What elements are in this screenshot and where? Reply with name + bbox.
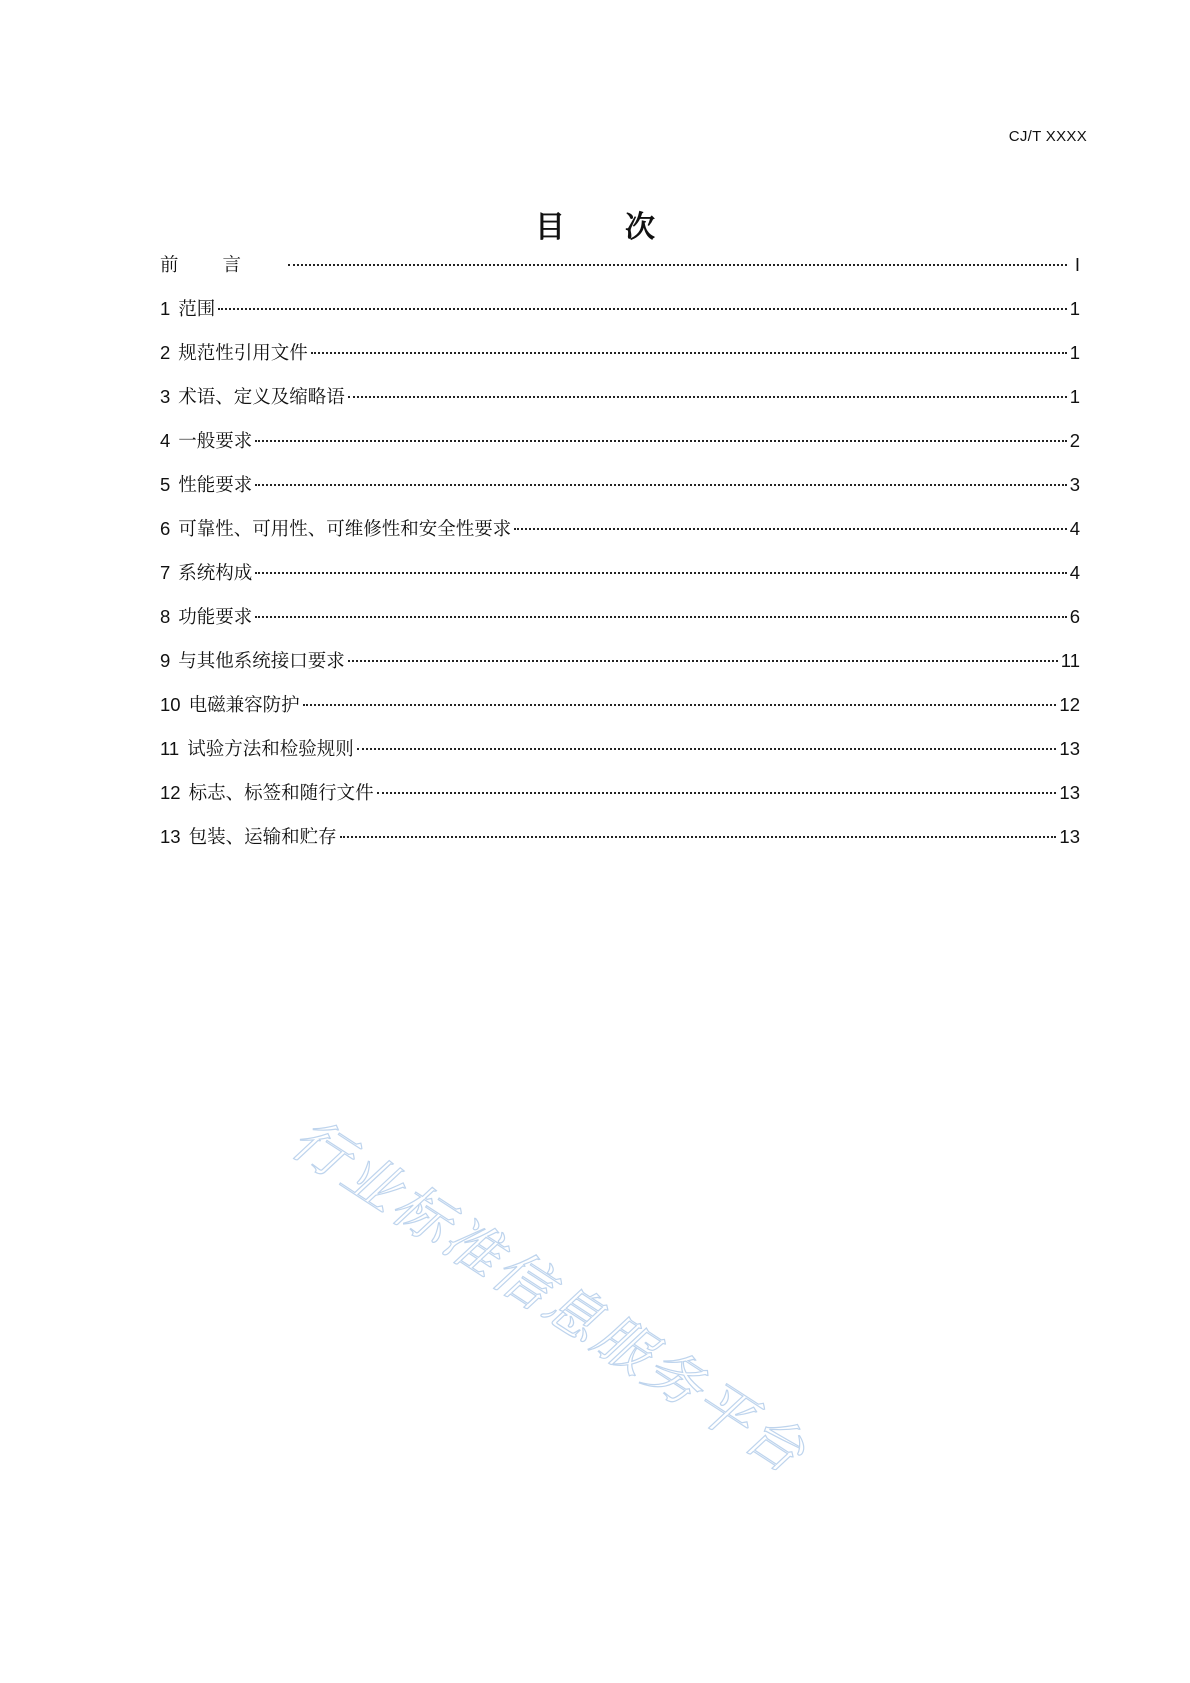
toc-entry-number: 12 (160, 782, 181, 803)
toc-entry-page: 2 (1069, 430, 1080, 451)
toc-dot-leader (340, 836, 1057, 838)
toc-entry-page: 3 (1069, 474, 1080, 495)
toc-entry-label: 包装、运输和贮存 (188, 827, 337, 848)
toc-dot-leader (288, 264, 1067, 266)
toc-entry-page: 13 (1059, 738, 1080, 759)
toc-entry-5[interactable] (160, 473, 1080, 517)
toc-title: 目次 (535, 210, 715, 245)
toc-entry-label: 术语、定义及缩略语 (178, 387, 345, 408)
toc-dot-leader (357, 748, 1057, 750)
toc-entry-number: 5 (160, 474, 171, 495)
toc-entry-foreword[interactable] (160, 253, 1080, 297)
toc-entry-6[interactable] (160, 517, 1080, 561)
toc-entry-page: 1 (1069, 298, 1080, 319)
toc-entry-label: 功能要求 (178, 607, 253, 628)
toc-entry-number: 1 (160, 298, 171, 319)
toc-entry-label: 试验方法和检验规则 (187, 739, 354, 760)
toc-entry-12[interactable] (160, 781, 1080, 825)
toc-entry-number: 8 (160, 606, 171, 627)
toc-entry-label: 标志、标签和随行文件 (188, 783, 374, 804)
toc-entry-page: 4 (1069, 518, 1080, 539)
toc-dot-leader (303, 704, 1057, 706)
toc-dot-leader (348, 396, 1067, 398)
toc-entry-label: 性能要求 (178, 475, 253, 496)
toc-entry-4[interactable] (160, 429, 1080, 473)
toc-entry-page: 6 (1069, 606, 1080, 627)
toc-dot-leader (311, 352, 1067, 354)
toc-entry-page: I (1074, 254, 1080, 275)
toc-entry-label: 范围 (178, 299, 216, 320)
toc-entry-number: 10 (160, 694, 181, 715)
toc-entry-page: 1 (1069, 386, 1080, 407)
toc-dot-leader (255, 572, 1066, 574)
toc-entry-7[interactable] (160, 561, 1080, 605)
toc-entry-number: 13 (160, 826, 181, 847)
toc-dot-leader (348, 660, 1058, 662)
toc-entry-8[interactable] (160, 605, 1080, 649)
toc-entry-page: 11 (1060, 650, 1080, 671)
toc-entry-page: 1 (1069, 342, 1080, 363)
toc-entry-label: 与其他系统接口要求 (178, 651, 345, 672)
toc-entry-number: 6 (160, 518, 171, 539)
toc-entry-11[interactable] (160, 737, 1080, 781)
toc-entry-label: 系统构成 (178, 563, 253, 584)
document-code: CJ/T XXXX (1008, 128, 1087, 145)
toc-entry-page: 13 (1059, 782, 1080, 803)
toc-entry-number: 7 (160, 562, 171, 583)
toc-entry-label: 可靠性、可用性、可维修性和安全性要求 (178, 519, 512, 540)
toc-entry-page: 12 (1059, 694, 1080, 715)
toc-entry-number: 11 (160, 738, 180, 759)
toc-entry-page: 4 (1069, 562, 1080, 583)
toc-entry-3[interactable] (160, 385, 1080, 429)
toc-entry-label: 规范性引用文件 (178, 343, 308, 364)
toc-entry-13[interactable] (160, 825, 1080, 869)
toc-dot-leader (255, 484, 1066, 486)
toc-entry-10[interactable] (160, 693, 1080, 737)
toc-dot-leader (255, 616, 1066, 618)
toc-entry-number: 9 (160, 650, 171, 671)
toc-entry-number: 3 (160, 386, 171, 407)
toc-entry-1[interactable] (160, 297, 1080, 341)
toc-entry-label: 电磁兼容防护 (188, 695, 300, 716)
toc-dot-leader (255, 440, 1066, 442)
toc-dot-leader (514, 528, 1066, 530)
toc-entry-number: 2 (160, 342, 171, 363)
watermark: 行业标准信息服务平台 (279, 1106, 819, 1488)
toc-entry-label: 前言 (160, 255, 286, 276)
toc-entry-page: 13 (1059, 826, 1080, 847)
toc-entry-9[interactable] (160, 649, 1080, 693)
table-of-contents (160, 253, 1080, 869)
toc-entry-2[interactable] (160, 341, 1080, 385)
toc-dot-leader (218, 308, 1066, 310)
toc-entry-label: 一般要求 (178, 431, 253, 452)
toc-entry-number: 4 (160, 430, 171, 451)
toc-dot-leader (377, 792, 1057, 794)
